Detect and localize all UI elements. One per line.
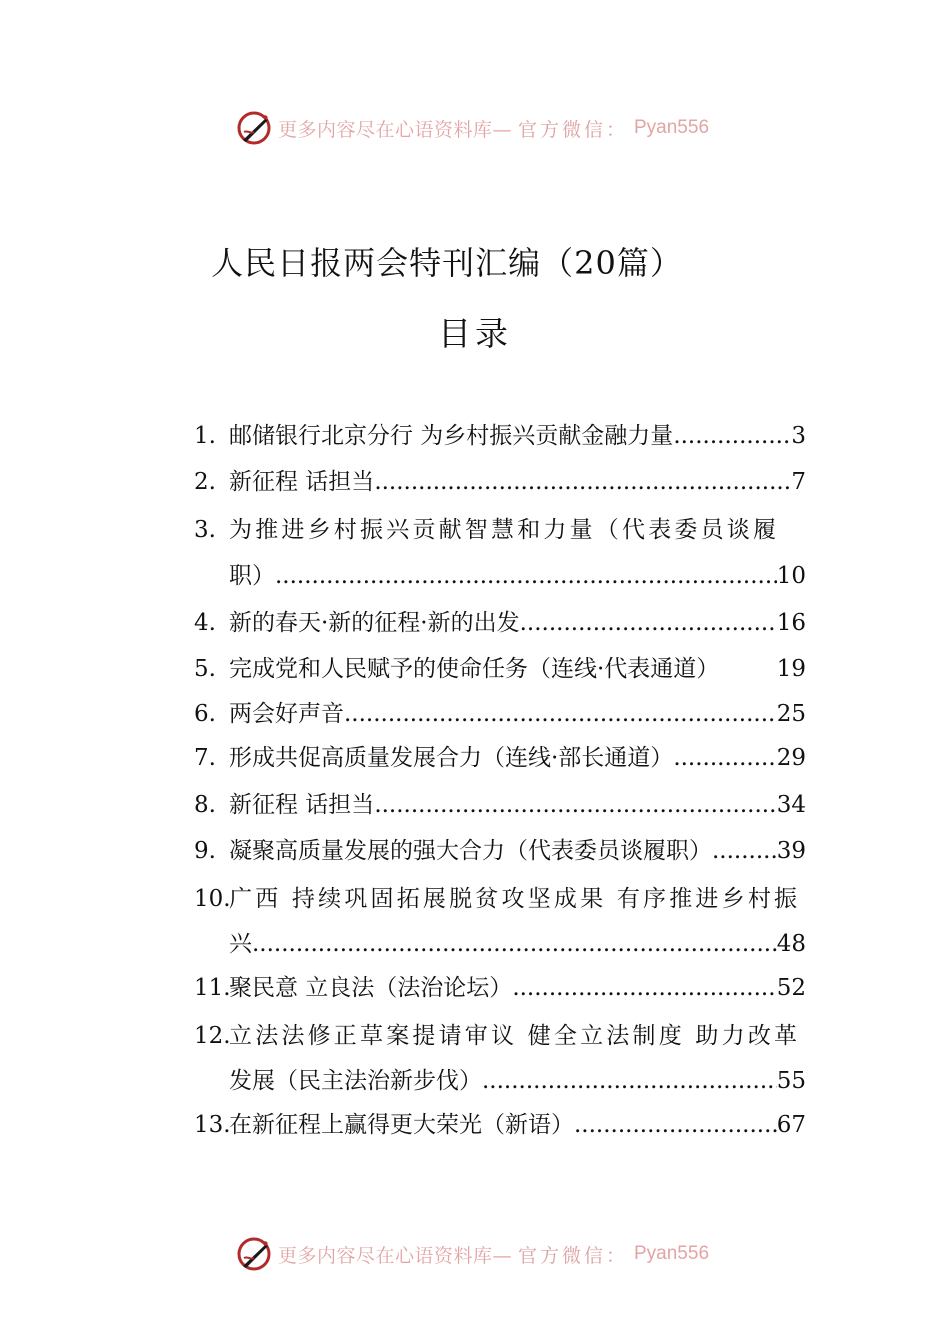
toc-item-7[interactable] xyxy=(194,740,806,776)
toc-item-number: 8. xyxy=(194,792,216,818)
toc-item-page: 3 xyxy=(791,423,806,449)
toc-item-8[interactable] xyxy=(194,787,806,823)
toc-item-title: 立法法修正草案提请审议 健全立法制度 助力改革 xyxy=(229,1023,801,1049)
watermark-wechat-id: Pyan556 xyxy=(634,117,710,138)
toc-item-number: 5. xyxy=(194,656,216,682)
watermark-wechat-id: Pyan556 xyxy=(634,1243,710,1264)
toc-leader-dots xyxy=(344,696,777,732)
toc-leader-dots xyxy=(275,558,777,594)
toc-item-10-line2[interactable] xyxy=(194,926,806,962)
toc-item-title: 新征程 话担当 xyxy=(229,792,375,818)
toc-leader-dots xyxy=(673,740,776,776)
toc-item-3-line2[interactable] xyxy=(194,558,806,594)
toc-item-title: 在新征程上赢得更大荣光（新语） xyxy=(229,1112,574,1138)
watermark-text: 更多内容尽在心语资料库— xyxy=(277,118,512,141)
toc-leader-dots xyxy=(574,1107,777,1143)
watermark-text: 更多内容尽在心语资料库— xyxy=(277,1244,512,1267)
toc-item-title: 为推进乡村振兴贡献智慧和力量（代表委员谈履 xyxy=(229,517,780,543)
toc-item-number: 11. xyxy=(194,975,231,1001)
pen-logo-icon xyxy=(236,1236,272,1272)
toc-item-number: 10. xyxy=(194,886,231,912)
toc-item-page: 48 xyxy=(776,931,806,957)
toc-item-page: 25 xyxy=(776,701,806,727)
watermark-banner-bottom xyxy=(0,1232,950,1276)
toc-item-9[interactable] xyxy=(194,833,806,869)
toc-item-title: 邮储银行北京分行 为乡村振兴贡献金融力量 xyxy=(229,423,674,449)
toc-item-page: 39 xyxy=(776,838,806,864)
watermark-banner-top xyxy=(0,106,950,150)
toc-item-page: 55 xyxy=(776,1068,806,1094)
toc-item-12-line1[interactable] xyxy=(194,1018,806,1054)
toc-leader-dots xyxy=(482,1063,777,1099)
toc-leader-dots xyxy=(520,605,777,641)
toc-item-5[interactable] xyxy=(194,651,806,687)
toc-leader-dots xyxy=(673,418,791,454)
toc-item-12-line2[interactable] xyxy=(194,1063,806,1099)
toc-item-title-continued: 发展（民主法治新步伐） xyxy=(229,1068,482,1094)
toc-item-10-line1[interactable] xyxy=(194,881,806,917)
toc-item-1[interactable] xyxy=(194,418,806,454)
toc-item-number: 4. xyxy=(194,610,216,636)
document-title: 人民日报两会特刊汇编（20篇） xyxy=(211,244,683,282)
toc-item-11[interactable] xyxy=(194,970,806,1006)
toc-item-page: 52 xyxy=(776,975,806,1001)
toc-item-13[interactable] xyxy=(194,1107,806,1143)
toc-item-number: 13. xyxy=(194,1112,231,1138)
toc-item-title: 凝聚高质量发展的强大合力（代表委员谈履职） xyxy=(229,838,712,864)
toc-heading: 目录 xyxy=(438,314,512,353)
watermark-content xyxy=(236,1236,709,1272)
toc-item-page: 67 xyxy=(776,1112,806,1138)
toc-item-page: 34 xyxy=(776,792,806,818)
toc-item-number: 3. xyxy=(194,517,216,543)
toc-item-page: 19 xyxy=(776,656,806,682)
toc-leader-dots xyxy=(252,926,777,962)
toc-item-page: 16 xyxy=(776,610,806,636)
toc-item-title: 聚民意 立良法（法治论坛） xyxy=(229,975,513,1001)
toc-item-number: 12. xyxy=(194,1023,231,1049)
toc-item-number: 6. xyxy=(194,701,216,727)
toc-item-page: 10 xyxy=(776,563,806,589)
toc-item-6[interactable] xyxy=(194,696,806,732)
watermark-content xyxy=(236,110,709,146)
toc-item-title: 完成党和人民赋予的使命任务（连线·代表通道） xyxy=(229,656,720,682)
pen-logo-icon xyxy=(236,110,272,146)
toc-item-title: 两会好声音 xyxy=(229,701,344,727)
toc-leader-dots xyxy=(374,787,776,823)
toc-item-number: 1. xyxy=(194,423,216,449)
toc-item-title-continued: 职） xyxy=(229,563,275,589)
toc-leader-dots xyxy=(712,833,777,869)
toc-item-title: 形成共促高质量发展合力（连线·部长通道） xyxy=(229,745,674,771)
toc-leader-dots xyxy=(374,464,791,500)
toc-item-2[interactable] xyxy=(194,464,806,500)
toc-leader-dots xyxy=(512,970,776,1006)
toc-item-3-line1[interactable] xyxy=(194,512,806,548)
toc-item-title: 新征程 话担当 xyxy=(229,469,375,495)
toc-item-page: 7 xyxy=(791,469,806,495)
watermark-wechat-label: 官方微信： xyxy=(517,1244,628,1267)
toc-item-number: 2. xyxy=(194,469,216,495)
toc-item-title: 新的春天·新的征程·新的出发 xyxy=(229,610,520,636)
toc-item-page: 29 xyxy=(776,745,806,771)
toc-item-4[interactable] xyxy=(194,605,806,641)
toc-item-title: 广西 持续巩固拓展脱贫攻坚成果 有序推进乡村振 xyxy=(229,886,801,912)
toc-item-number: 9. xyxy=(194,838,216,864)
toc-item-number: 7. xyxy=(194,745,216,771)
toc-item-title-continued: 兴 xyxy=(229,931,252,957)
watermark-wechat-label: 官方微信： xyxy=(517,118,628,141)
